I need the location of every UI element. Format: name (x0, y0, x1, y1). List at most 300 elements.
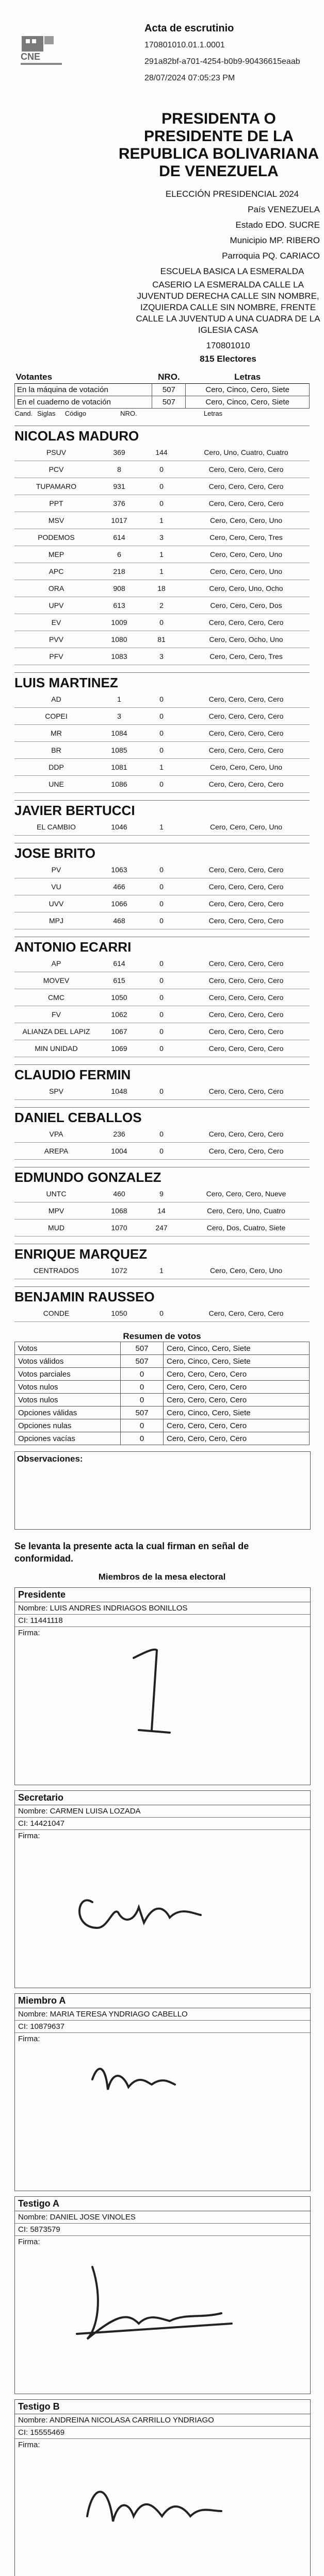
member-block (14, 1790, 311, 1988)
candidate-votes-table (14, 1262, 310, 1279)
handwritten-signature (15, 1830, 309, 1985)
pais: País VENEZUELA (248, 205, 320, 214)
member-block (14, 2196, 311, 2394)
votantes-header: Votantes (15, 371, 152, 384)
party-code: 1081 (98, 759, 140, 776)
party-siglas: MPV (14, 1202, 98, 1219)
member-nombre: Nombre: ANDREINA NICOLASA CARRILLO YNDRIAGO (15, 2414, 310, 2427)
party-siglas: VPA (14, 1126, 98, 1143)
cand-header: Cand. (14, 410, 33, 417)
party-code: 613 (98, 597, 140, 614)
votantes-row (15, 396, 310, 409)
party-votes-letras: Cero, Cero, Cero, Uno (183, 819, 310, 836)
resumen-row (15, 1381, 310, 1394)
member-block (14, 1993, 311, 2191)
member-nombre: Nombre: MARIA TERESA YNDRIAGO CABELLO (15, 2008, 310, 2021)
party-row (14, 563, 310, 580)
observaciones-label: Observaciones: (17, 1454, 83, 1464)
party-votes: 0 (140, 1305, 183, 1322)
acta-uuid: 291a82bf-a701-4254-b0b9-90436615eaab (144, 57, 300, 66)
party-siglas: EV (14, 614, 98, 631)
party-siglas: PCV (14, 461, 98, 478)
electores-count: 815 Electores (200, 354, 256, 364)
party-row (14, 1023, 310, 1040)
party-row (14, 1143, 310, 1160)
party-code: 3 (98, 708, 140, 725)
resumen-letras: Cero, Cinco, Cero, Siete (164, 1355, 310, 1368)
party-votes-letras: Cero, Cero, Cero, Cero (183, 895, 310, 912)
party-votes-letras: Cero, Cero, Cero, Uno (183, 546, 310, 563)
resumen-value: 0 (121, 1381, 164, 1394)
party-votes-letras: Cero, Cero, Cero, Dos (183, 597, 310, 614)
party-siglas: UNTC (14, 1185, 98, 1202)
escuela: ESCUELA BASICA LA ESMERALDA (160, 266, 304, 276)
resumen-row (15, 1432, 310, 1445)
party-row (14, 708, 310, 725)
party-code: 1072 (98, 1262, 140, 1279)
caserio-address: CASERIO LA ESMERALDA CALLE LA JUVENTUD DERECHA CALLE SIN NOMBRE, IZQUIERDA CALLE SIN NOMBRE, FRENTE CALLE LA JUVENTUD A UNA CUADRA DE LA IGLESIA CASA (136, 280, 320, 335)
resumen-value: 0 (121, 1368, 164, 1381)
party-code: 614 (98, 955, 140, 972)
party-votes: 0 (140, 955, 183, 972)
party-code: 376 (98, 495, 140, 512)
party-votes-letras: Cero, Cero, Cero, Cero (183, 1040, 310, 1057)
member-ci: CI: 14421047 (15, 1818, 310, 1830)
handwritten-signature (15, 2236, 309, 2391)
party-code: 614 (98, 529, 140, 546)
party-siglas: CMC (14, 989, 98, 1006)
resumen-title: Resumen de votos (123, 1331, 201, 1341)
party-votes-letras: Cero, Cero, Cero, Cero (183, 912, 310, 929)
resumen-row (15, 1419, 310, 1432)
party-row (14, 461, 310, 478)
member-ci: CI: 5873579 (15, 2224, 310, 2236)
party-code: 1069 (98, 1040, 140, 1057)
member-nombre: Nombre: DANIEL JOSE VINOLES (15, 2211, 310, 2224)
miembros-title: Miembros de la mesa electoral (98, 1572, 226, 1582)
candidate-votes-table (14, 1083, 310, 1100)
party-votes: 0 (140, 1083, 183, 1100)
party-votes-letras: Cero, Cero, Cero, Cero (183, 614, 310, 631)
party-votes-letras: Cero, Cero, Cero, Cero (183, 461, 310, 478)
member-firma (15, 1627, 310, 1785)
party-votes-letras: Cero, Cero, Cero, Uno (183, 563, 310, 580)
party-votes: 9 (140, 1185, 183, 1202)
party-siglas: ALIANZA DEL LAPIZ (14, 1023, 98, 1040)
party-code: 1009 (98, 614, 140, 631)
party-votes: 0 (140, 478, 183, 495)
candidate-name: JOSE BRITO (14, 843, 310, 861)
party-votes: 2 (140, 597, 183, 614)
candidate-name: NICOLAS MADURO (14, 426, 310, 444)
party-votes: 0 (140, 614, 183, 631)
party-row (14, 1305, 310, 1322)
letras-sub-header: Letras (203, 410, 223, 417)
party-code: 931 (98, 478, 140, 495)
party-siglas: DDP (14, 759, 98, 776)
party-row (14, 1219, 310, 1236)
party-code: 6 (98, 546, 140, 563)
resumen-row (15, 1355, 310, 1368)
party-siglas: MUD (14, 1219, 98, 1236)
party-row (14, 546, 310, 563)
party-votes: 3 (140, 529, 183, 546)
member-block (14, 2399, 311, 2576)
resumen-value: 0 (121, 1432, 164, 1445)
party-code: 218 (98, 563, 140, 580)
votantes-letras: Cero, Cinco, Cero, Siete (186, 396, 310, 409)
party-siglas: MSV (14, 512, 98, 529)
logo-text: CNE (21, 52, 41, 62)
party-votes-letras: Cero, Cero, Cero, Cero (183, 1305, 310, 1322)
location-info (144, 187, 320, 279)
party-code: 1083 (98, 648, 140, 665)
party-votes-letras: Cero, Cero, Cero, Cero (183, 972, 310, 989)
party-votes: 1 (140, 512, 183, 529)
party-votes: 1 (140, 759, 183, 776)
party-code: 1050 (98, 989, 140, 1006)
party-row (14, 1202, 310, 1219)
candidate-votes-table (14, 955, 310, 1057)
resumen-label: Votos nulos (15, 1381, 121, 1394)
party-siglas: PSUV (14, 444, 98, 461)
party-row (14, 597, 310, 614)
party-votes: 1 (140, 819, 183, 836)
party-siglas: PPT (14, 495, 98, 512)
member-ci: CI: 10879637 (15, 2021, 310, 2033)
member-role: Testigo A (15, 2197, 310, 2211)
party-votes: 0 (140, 708, 183, 725)
center-code: 170801010 (206, 341, 250, 350)
votantes-nro: 507 (152, 384, 186, 396)
member-firma (15, 2033, 310, 2191)
party-votes: 0 (140, 725, 183, 742)
candidate-name: ENRIQUE MARQUEZ (14, 1244, 310, 1262)
party-row (14, 580, 310, 597)
votantes-letras: Cero, Cinco, Cero, Siete (186, 384, 310, 396)
party-code: 1050 (98, 1305, 140, 1322)
party-votes: 0 (140, 895, 183, 912)
party-row (14, 529, 310, 546)
party-code: 369 (98, 444, 140, 461)
candidate-name: JAVIER BERTUCCI (14, 800, 310, 819)
party-code: 1067 (98, 1023, 140, 1040)
acta-number: 170801010.01.1.0001 (144, 41, 225, 49)
handwritten-signature (15, 2033, 309, 2188)
party-siglas: UVV (14, 895, 98, 912)
party-row (14, 895, 310, 912)
resumen-row (15, 1342, 310, 1355)
candidate-name: ANTONIO ECARRI (14, 937, 310, 955)
party-siglas: AREPA (14, 1143, 98, 1160)
candidate-votes-table (14, 1126, 310, 1160)
party-votes-letras: Cero, Cero, Cero, Cero (183, 776, 310, 793)
votantes-label: En el cuaderno de votación (15, 396, 152, 409)
party-siglas: CONDE (14, 1305, 98, 1322)
party-code: 1004 (98, 1143, 140, 1160)
candidate-votes-table (14, 1185, 310, 1236)
party-row (14, 1262, 310, 1279)
party-votes-letras: Cero, Cero, Cero, Cero (183, 691, 310, 708)
party-votes-letras: Cero, Cero, Cero, Cero (183, 725, 310, 742)
party-siglas: PFV (14, 648, 98, 665)
party-votes-letras: Cero, Cero, Uno, Ocho (183, 580, 310, 597)
resumen-letras: Cero, Cero, Cero, Cero (164, 1368, 310, 1381)
candidate-name: BENJAMIN RAUSSEO (14, 1286, 310, 1305)
party-row (14, 972, 310, 989)
resumen-letras: Cero, Cinco, Cero, Siete (164, 1342, 310, 1355)
party-votes-letras: Cero, Cero, Cero, Cero (183, 742, 310, 759)
party-code: 908 (98, 580, 140, 597)
party-votes: 247 (140, 1219, 183, 1236)
candidate-votes-table (14, 1305, 310, 1322)
party-votes-letras: Cero, Cero, Cero, Cero (183, 989, 310, 1006)
party-votes: 0 (140, 1143, 183, 1160)
party-votes: 1 (140, 1262, 183, 1279)
resumen-label: Votos válidos (15, 1355, 121, 1368)
party-votes-letras: Cero, Cero, Cero, Cero (183, 1083, 310, 1100)
cne-logo (19, 33, 75, 69)
party-votes-letras: Cero, Cero, Cero, Cero (183, 495, 310, 512)
party-siglas: UNE (14, 776, 98, 793)
party-code: 1066 (98, 895, 140, 912)
candidate-name: CLAUDIO FERMIN (14, 1064, 310, 1083)
member-firma (15, 2236, 310, 2394)
party-code: 1068 (98, 1202, 140, 1219)
candidate-votes-table (14, 444, 310, 665)
member-role: Miembro A (15, 1994, 310, 2008)
party-votes-letras: Cero, Cero, Cero, Tres (183, 648, 310, 665)
votantes-nro: 507 (152, 396, 186, 409)
party-code: 1070 (98, 1219, 140, 1236)
party-siglas: EL CAMBIO (14, 819, 98, 836)
party-row (14, 878, 310, 895)
party-votes: 81 (140, 631, 183, 648)
party-siglas: APC (14, 563, 98, 580)
party-votes-letras: Cero, Cero, Cero, Cero (183, 1006, 310, 1023)
member-role: Presidente (15, 1588, 310, 1602)
resumen-value: 507 (121, 1355, 164, 1368)
party-siglas: FV (14, 1006, 98, 1023)
party-siglas: SPV (14, 1083, 98, 1100)
municipio: Municipio MP. RIBERO (230, 235, 320, 245)
party-siglas: PODEMOS (14, 529, 98, 546)
party-row (14, 1083, 310, 1100)
resumen-label: Opciones vacías (15, 1432, 121, 1445)
firma-label: Firma: (18, 2035, 40, 2043)
party-votes-letras: Cero, Cero, Ocho, Uno (183, 631, 310, 648)
party-votes: 0 (140, 691, 183, 708)
handwritten-signature (15, 2439, 309, 2576)
member-ci: CI: 11441118 (15, 1615, 310, 1627)
party-votes: 0 (140, 972, 183, 989)
party-votes: 0 (140, 1126, 183, 1143)
member-role: Testigo B (15, 2400, 310, 2414)
resumen-row (15, 1368, 310, 1381)
party-votes-letras: Cero, Cero, Cero, Uno (183, 759, 310, 776)
party-votes: 0 (140, 1040, 183, 1057)
party-siglas: MIN UNIDAD (14, 1040, 98, 1057)
resumen-table (14, 1342, 310, 1445)
party-code: 1085 (98, 742, 140, 759)
member-nombre: Nombre: CARMEN LUISA LOZADA (15, 1805, 310, 1818)
party-votes: 1 (140, 546, 183, 563)
party-code: 1084 (98, 725, 140, 742)
party-siglas: CENTRADOS (14, 1262, 98, 1279)
candidates-section (0, 426, 324, 1322)
party-siglas: VU (14, 878, 98, 895)
candidate-name: LUIS MARTINEZ (14, 672, 310, 691)
member-firma (15, 2439, 310, 2576)
party-row (14, 1040, 310, 1057)
acta-heading (144, 23, 320, 84)
members-section (0, 1587, 324, 2576)
party-row (14, 819, 310, 836)
party-siglas: TUPAMARO (14, 478, 98, 495)
party-code: 1080 (98, 631, 140, 648)
party-votes: 1 (140, 563, 183, 580)
party-votes: 0 (140, 1006, 183, 1023)
party-row (14, 955, 310, 972)
candidate-name: DANIEL CEBALLOS (14, 1107, 310, 1126)
party-votes: 18 (140, 580, 183, 597)
party-votes-letras: Cero, Cero, Cero, Cero (183, 878, 310, 895)
party-votes: 14 (140, 1202, 183, 1219)
resumen-value: 0 (121, 1394, 164, 1406)
member-role: Secretario (15, 1791, 310, 1805)
party-votes: 0 (140, 776, 183, 793)
party-row (14, 512, 310, 529)
party-row (14, 648, 310, 665)
election-title: PRESIDENTA O PRESIDENTE DE LA REPUBLICA BOLIVARIANA DE VENEZUELA (118, 110, 319, 180)
party-siglas: ORA (14, 580, 98, 597)
party-code: 1048 (98, 1083, 140, 1100)
nro-header: NRO. (152, 371, 186, 384)
party-siglas: BR (14, 742, 98, 759)
resumen-label: Votos nulos (15, 1394, 121, 1406)
party-row (14, 1006, 310, 1023)
party-votes: 0 (140, 878, 183, 895)
party-siglas: AP (14, 955, 98, 972)
election-title-block (116, 110, 322, 180)
party-siglas: COPEI (14, 708, 98, 725)
acta-timestamp: 28/07/2024 07:05:23 PM (144, 74, 235, 82)
resumen-row (15, 1406, 310, 1419)
resumen-letras: Cero, Cero, Cero, Cero (164, 1419, 310, 1432)
party-row (14, 614, 310, 631)
votantes-row (15, 384, 310, 396)
candidate-votes-table (14, 861, 310, 929)
party-code: 1086 (98, 776, 140, 793)
candidate-votes-table (14, 691, 310, 793)
party-row (14, 725, 310, 742)
party-row (14, 691, 310, 708)
party-votes: 0 (140, 742, 183, 759)
party-row (14, 759, 310, 776)
party-siglas: MOVEV (14, 972, 98, 989)
party-row (14, 861, 310, 878)
resumen-letras: Cero, Cero, Cero, Cero (164, 1432, 310, 1445)
party-votes-letras: Cero, Cero, Cero, Cero (183, 1126, 310, 1143)
party-votes: 0 (140, 1023, 183, 1040)
party-code: 236 (98, 1126, 140, 1143)
candidate-name: EDMUNDO GONZALEZ (14, 1167, 310, 1185)
acta-title: Acta de escrutinio (144, 23, 234, 34)
resumen-label: Opciones válidas (15, 1406, 121, 1419)
party-code: 460 (98, 1185, 140, 1202)
party-votes-letras: Cero, Cero, Cero, Uno (183, 512, 310, 529)
party-votes: 0 (140, 461, 183, 478)
party-siglas: UPV (14, 597, 98, 614)
party-votes-letras: Cero, Cero, Cero, Cero (183, 861, 310, 878)
party-siglas: MR (14, 725, 98, 742)
party-code: 1063 (98, 861, 140, 878)
party-votes-letras: Cero, Cero, Cero, Nueve (183, 1185, 310, 1202)
member-block (14, 1587, 311, 1785)
party-row (14, 989, 310, 1006)
party-votes-letras: Cero, Cero, Cero, Cero (183, 1143, 310, 1160)
estado: Estado EDO. SUCRE (235, 220, 320, 230)
party-code: 468 (98, 912, 140, 929)
party-siglas: PVV (14, 631, 98, 648)
party-votes-letras: Cero, Cero, Cero, Cero (183, 708, 310, 725)
party-votes: 0 (140, 989, 183, 1006)
parroquia: Parroquia PQ. CARIACO (222, 251, 320, 261)
party-votes: 0 (140, 861, 183, 878)
resumen-label: Votos parciales (15, 1368, 121, 1381)
firma-label: Firma: (18, 1832, 40, 1840)
firma-label: Firma: (18, 2238, 40, 2246)
closing-text: Se levanta la presente acta la cual firman en señal de conformidad. (14, 1541, 249, 1564)
party-votes-letras: Cero, Uno, Cuatro, Cuatro (183, 444, 310, 461)
party-votes-letras: Cero, Cero, Cero, Cero (183, 1023, 310, 1040)
votantes-label: En la máquina de votación (15, 384, 152, 396)
resumen-label: Votos (15, 1342, 121, 1355)
party-votes-letras: Cero, Cero, Uno, Cuatro (183, 1202, 310, 1219)
party-code: 615 (98, 972, 140, 989)
party-votes: 144 (140, 444, 183, 461)
party-votes: 3 (140, 648, 183, 665)
party-row (14, 1185, 310, 1202)
resumen-value: 507 (121, 1406, 164, 1419)
party-row (14, 631, 310, 648)
resumen-letras: Cero, Cero, Cero, Cero (164, 1394, 310, 1406)
member-nombre: Nombre: LUIS ANDRES INDRIAGOS BONILLOS (15, 1602, 310, 1615)
firma-label: Firma: (18, 1629, 40, 1637)
candidate-votes-table (14, 819, 310, 836)
handwritten-signature (15, 1627, 309, 1782)
party-row (14, 478, 310, 495)
sub-header-row (15, 409, 310, 419)
party-votes-letras: Cero, Cero, Cero, Uno (183, 1262, 310, 1279)
codigo-header: Código (64, 410, 86, 417)
party-siglas: MEP (14, 546, 98, 563)
observaciones-box (14, 1451, 311, 1530)
party-code: 1046 (98, 819, 140, 836)
letras-header: Letras (186, 371, 310, 384)
party-code: 1 (98, 691, 140, 708)
member-ci: CI: 15555469 (15, 2427, 310, 2439)
party-code: 466 (98, 878, 140, 895)
party-votes-letras: Cero, Cero, Cero, Cero (183, 955, 310, 972)
siglas-header: Siglas (37, 410, 56, 417)
party-votes-letras: Cero, Dos, Cuatro, Siete (183, 1219, 310, 1236)
election-name: ELECCIÓN PRESIDENCIAL 2024 (165, 189, 299, 199)
party-code: 8 (98, 461, 140, 478)
votantes-table (14, 371, 310, 418)
party-siglas: AD (14, 691, 98, 708)
party-siglas: MPJ (14, 912, 98, 929)
